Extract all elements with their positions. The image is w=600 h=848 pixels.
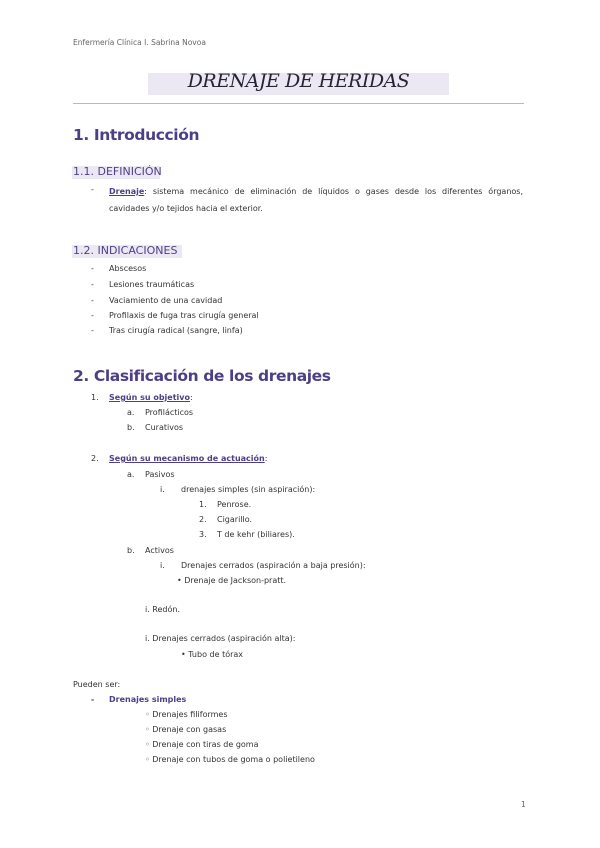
definicion-paragraph xyxy=(109,183,523,217)
simples-bullet: - xyxy=(91,695,95,704)
definicion-term: Drenaje xyxy=(109,187,145,196)
activos-label: Activos xyxy=(145,546,174,555)
drenaje-simple-type: ◦ Drenaje con tiras de goma xyxy=(145,740,259,749)
indicacion-item: Abscesos xyxy=(109,264,147,273)
drenaje-simple-item: Penrose. xyxy=(217,500,252,509)
list-marker: b. xyxy=(127,546,135,555)
pasivos-sublabel: drenajes simples (sin aspiración): xyxy=(181,485,316,494)
drenaje-simple-type: ◦ Drenaje con gasas xyxy=(145,725,227,734)
drenaje-simple-type: ◦ Drenajes filiformes xyxy=(145,710,228,719)
list-number: 1. xyxy=(91,393,99,402)
objetivo-label: Según su objetivo: xyxy=(109,393,193,402)
drenaje-simple-type: ◦ Drenaje con tubos de goma o polietileno xyxy=(145,755,315,764)
indicacion-item: Tras cirugía radical (sangre, linfa) xyxy=(109,326,243,335)
mecanismo-label: Según su mecanismo de actuación: xyxy=(109,454,268,463)
indicacion-item: Lesiones traumáticas xyxy=(109,280,195,289)
indicacion-item: Profilaxis de fuga tras cirugía general xyxy=(109,311,259,320)
pueden-ser-text: Pueden ser: xyxy=(73,680,121,689)
document-title: DRENAJE DE HERIDAS xyxy=(187,70,410,92)
list-marker: 2. xyxy=(199,515,207,524)
indicaciones-dash: - xyxy=(91,326,94,335)
list-marker: a. xyxy=(127,408,135,417)
list-marker: 3. xyxy=(199,530,207,539)
activos-subitem: • Drenaje de Jackson-pratt. xyxy=(177,576,287,585)
redon-item: i. Redón. xyxy=(145,605,181,614)
indicacion-item: Vaciamiento de una cavidad xyxy=(109,296,223,305)
section-heading-introduccion: 1. Introducción xyxy=(73,126,200,144)
drenajes-simples-label: Drenajes simples xyxy=(109,695,187,704)
page-header: Enfermería Clínica I. Sabrina Novoa xyxy=(73,38,206,47)
drenaje-simple-item: Cigarillo. xyxy=(217,515,253,524)
aspiracion-alta-label: i. Drenajes cerrados (aspiración alta): xyxy=(145,634,296,643)
drenaje-simple-item: T de kehr (biliares). xyxy=(217,530,295,539)
subheading-indicaciones: 1.2. INDICACIONES xyxy=(73,244,178,257)
indicaciones-dash: - xyxy=(91,280,94,289)
objetivo-item: Curativos xyxy=(145,423,184,432)
definicion-text: : sistema mecánico de eliminación de líquidos o gases desde los diferentes órganos, cavidades y/o tejidos hacia el exterior. xyxy=(109,187,523,213)
pasivos-label: Pasivos xyxy=(145,470,175,479)
title-divider xyxy=(73,103,524,104)
list-marker: i. xyxy=(160,561,165,570)
aspiracion-alta-item: • Tubo de tórax xyxy=(181,650,244,659)
definicion-bullet: - xyxy=(91,185,94,194)
activos-sublabel: Drenajes cerrados (aspiración a baja presión): xyxy=(181,561,366,570)
list-marker: i. xyxy=(160,485,165,494)
indicaciones-dash: - xyxy=(91,264,94,273)
objetivo-item: Profilácticos xyxy=(145,408,194,417)
page-number: 1 xyxy=(521,800,526,809)
list-marker: 1. xyxy=(199,500,207,509)
list-marker: b. xyxy=(127,423,135,432)
list-number: 2. xyxy=(91,454,99,463)
section-heading-clasificacion: 2. Clasificación de los drenajes xyxy=(73,367,331,385)
subheading-definicion: 1.1. DEFINICIÓN xyxy=(73,165,162,178)
indicaciones-dash: - xyxy=(91,311,94,320)
indicaciones-dash: - xyxy=(91,296,94,305)
list-marker: a. xyxy=(127,470,135,479)
